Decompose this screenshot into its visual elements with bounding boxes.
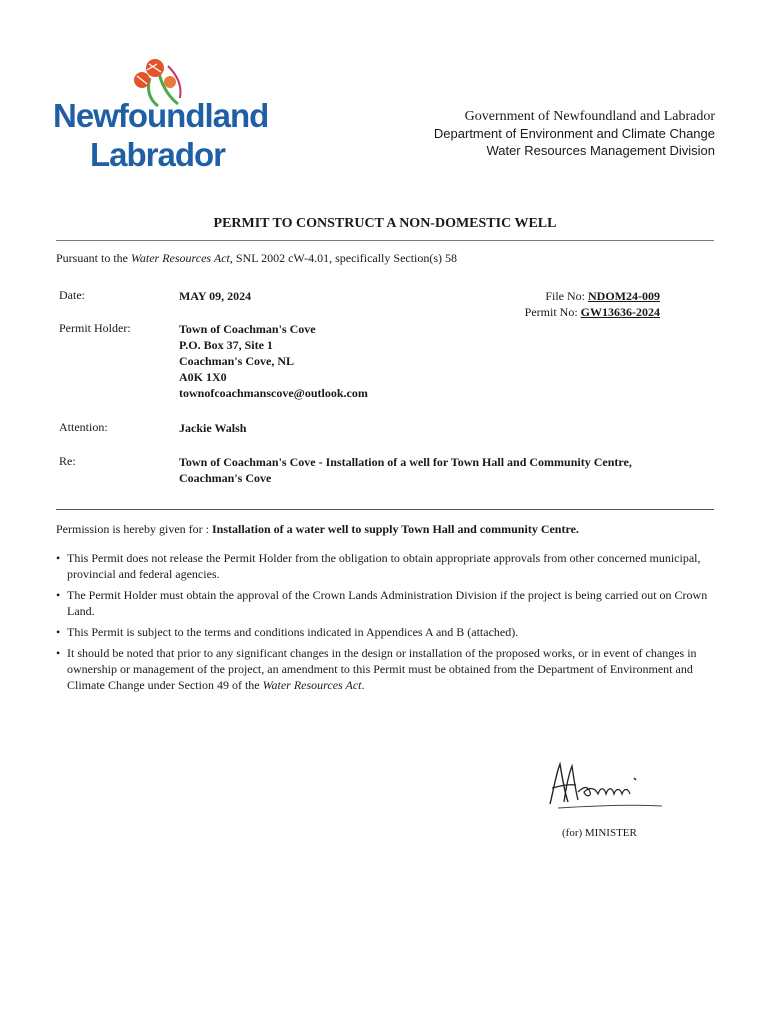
condition-item	[56, 645, 716, 693]
pursuant-act: Water Resources Act	[131, 251, 230, 265]
permit-holder-address	[179, 321, 368, 401]
holder-po-box: P.O. Box 37, Site 1	[179, 338, 273, 352]
holder-postal-code: A0K 1X0	[179, 370, 227, 384]
section-divider	[56, 509, 714, 510]
permit-holder-label: Permit Holder:	[59, 321, 131, 335]
department-name: Department of Environment and Climate Change	[433, 126, 715, 141]
government-name: Government of Newfoundland and Labrador	[464, 109, 715, 124]
conditions-list	[56, 550, 716, 698]
file-number-value: NDOM24-009	[588, 289, 660, 303]
condition-text: It should be noted that prior to any significant changes in the design or installation of the proposed works, or in event of changes in ownership or management of the project, an amendment to this Permit must be obtained from the Department of Environment and Climate Change under Section 49 of the	[67, 646, 697, 692]
pursuant-statement	[56, 251, 457, 266]
pursuant-suffix: , SNL 2002 cW-4.01, specifically Section(s) 58	[229, 251, 458, 265]
signature-caption: (for) MINISTER	[562, 827, 637, 839]
file-number	[525, 288, 660, 304]
logo-word-labrador: Labrador	[90, 136, 226, 173]
logo-word-newfoundland: Newfoundland	[53, 97, 269, 134]
division-name: Water Resources Management Division	[486, 143, 715, 158]
handwritten-signature-icon	[540, 758, 670, 813]
file-number-label: File No:	[545, 289, 585, 303]
condition-act: Water Resources Act	[262, 678, 362, 692]
permit-number-value: GW13636-2024	[580, 305, 660, 319]
title-divider	[56, 240, 714, 241]
holder-email: townofcoachmanscove@outlook.com	[179, 386, 368, 400]
re-line-2: Coachman's Cove	[179, 471, 272, 485]
holder-city: Coachman's Cove, NL	[179, 354, 295, 368]
date-label: Date:	[59, 288, 85, 302]
re-line-1: Town of Coachman's Cove - Installation of a well for Town Hall and Community Centre,	[179, 455, 632, 469]
permit-number	[525, 304, 660, 320]
re-label: Re:	[59, 454, 76, 468]
attention-value: Jackie Walsh	[179, 421, 247, 435]
permit-number-label: Permit No:	[524, 305, 578, 319]
condition-item: • This Permit is subject to the terms and conditions indicated in Appendices A and B (attached).	[56, 624, 716, 640]
letterhead	[434, 108, 715, 159]
reference-numbers	[525, 288, 660, 320]
re-subject	[179, 454, 632, 486]
condition-end: .	[361, 678, 365, 692]
holder-name: Town of Coachman's Cove	[179, 322, 316, 336]
signature	[540, 758, 670, 818]
condition-item: • The Permit Holder must obtain the approval of the Crown Lands Administration Division if the project is being carried out on Crown Land.	[56, 587, 716, 619]
date-value: MAY 09, 2024	[179, 289, 252, 303]
permission-statement	[56, 522, 579, 537]
document-title: PERMIT TO CONSTRUCT A NON-DOMESTIC WELL	[213, 216, 557, 231]
newfoundland-labrador-logo	[50, 56, 269, 176]
attention-label: Attention:	[59, 420, 108, 434]
permission-text: Installation of a water well to supply Town Hall and community Centre.	[211, 522, 579, 536]
permission-prefix: Permission is hereby given for :	[56, 522, 212, 536]
pursuant-prefix: Pursuant to the	[56, 251, 131, 265]
condition-item: • This Permit does not release the Permit Holder from the obligation to obtain appropriate approvals from other concerned municipal, provincial and federal agencies.	[56, 550, 716, 582]
